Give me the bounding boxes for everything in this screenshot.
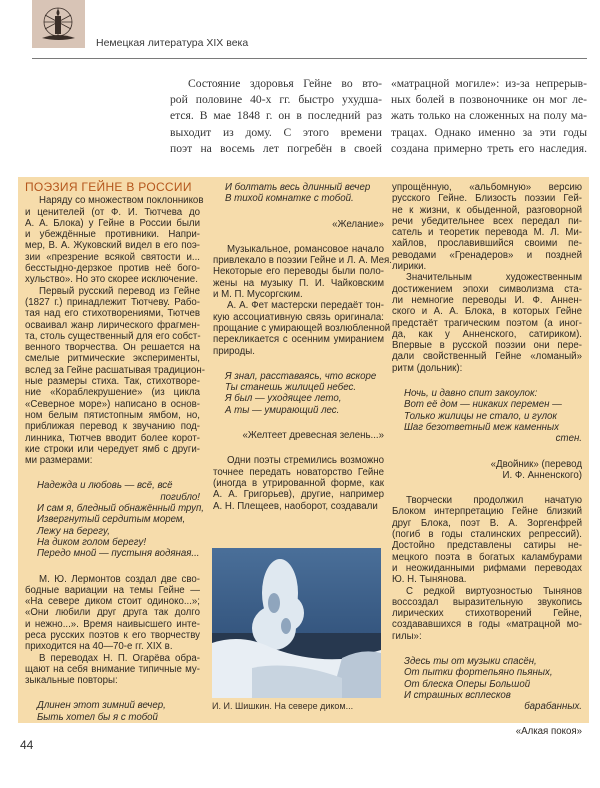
poem-excerpt [392, 433, 582, 444]
text-line: Лежу на берегу, [37, 525, 110, 537]
text-line: не к жизни, к обыденной, разговорной [392, 204, 582, 216]
text-line: И болтать весь длинный вечер [225, 182, 371, 193]
text-line: Извергнутый сердитым морем, [37, 514, 186, 526]
poem-excerpt [25, 503, 204, 560]
text-line: и ценителей (от Ф. И. Тютчева до [25, 206, 200, 218]
text-line: перекликается с осенним умиранием [213, 334, 384, 346]
text-line: кие строки или чередует ямб с други- [25, 443, 200, 455]
publisher-logo [32, 0, 85, 48]
text-line: дали свойственный Гейне «ломаный» [392, 351, 582, 363]
text-line: Длинен этот зимний вечер, [37, 700, 166, 712]
text-line: М. Ю. Лермонтов создал две сво- [39, 573, 200, 585]
text-line: Одни поэты стремились возможно [227, 455, 384, 467]
text-line: друг Блока, поэт В. А. Зоргенфрей [392, 517, 582, 529]
text-line: точнее передать новаторство Гейне [213, 466, 384, 478]
text-line: Передо мной — пустыня водяная... [37, 548, 200, 560]
text-line: и М. П. Мусоргским. [213, 289, 303, 301]
text-line: приходится на 40—70-е гг. XIX в. [25, 641, 173, 653]
poem-excerpt [392, 656, 582, 701]
text-line: (1827 г.) принадлежит Тютчеву. Рабо- [25, 296, 200, 308]
text-line: «Двойник» (перевод [490, 458, 582, 470]
text-line: сатель и теоретик перевода М. Л. Ми- [392, 227, 582, 239]
text-line: жены на музыку П. И. Чайковским [213, 277, 384, 289]
poem-excerpt [25, 492, 200, 503]
text-line: И сам я, бледный обнажённый труп, [37, 503, 204, 515]
text-line: и неожиданными рифмами переводах [392, 562, 582, 574]
text-line: хульство». Но это скорее исключение. [25, 274, 198, 286]
text-line: мер, В. А. Жуковский видел в его поэ- [25, 240, 200, 252]
text-line: И. Ф. Анненского) [502, 469, 582, 481]
text-line: привлекало в поэзии Гейне и Л. А. Мея. [213, 255, 392, 267]
text-line: А. А. Блока) у Гейне в России были [25, 217, 200, 229]
text-line: «Северное море») написано в основ- [25, 398, 200, 410]
text-line: Блоком интерпретацию Гейне близкий [392, 506, 582, 518]
text-line: бесстыдно-дерзкое против неё бого- [25, 263, 200, 275]
text-line: Я был — уходящее лето, [225, 393, 342, 405]
intro-text-line: поэт на восемь лет погребён в своей [170, 141, 382, 155]
text-line: С редкой виртуозностью Тынянов [406, 585, 582, 597]
intro-text-line: Состояние здоровья Гейне во вто- [188, 77, 382, 90]
text-line: бодные вариации на темы Гейне — [25, 584, 200, 596]
text-line: Ночь, и давно спит закоулок: [404, 388, 538, 400]
text-line: И страшных всплесков [404, 689, 511, 701]
text-line: В переводах Н. П. Огарёва обра- [39, 652, 200, 664]
text-line: На диком голом берегу! [37, 536, 147, 548]
text-line: Быть хотел бы я с тобой [37, 711, 158, 723]
text-line: (иногда в утрированной форме, как [213, 477, 384, 489]
text-line: ные размеры стиха. Так, стихотворе- [25, 376, 200, 388]
text-line: ритм (дольник): [392, 362, 463, 374]
text-line: лирических стихотворений Гейне, [392, 608, 582, 620]
text-line: «Они любили друг друга так долго [25, 607, 200, 619]
text-line: и убеждённые противники. Напри- [25, 229, 200, 241]
poem-excerpt [25, 700, 200, 723]
paragraph [213, 300, 391, 357]
text-line: реса русских поэтов к его творчеству [25, 629, 200, 641]
text-line: ние «Кораблекрушение» (из цикла [25, 387, 200, 399]
page-number: 44 [20, 738, 34, 752]
text-line: кую ассоциативную связь оригинала: [213, 311, 384, 323]
paragraph [25, 195, 204, 286]
text-line: смелые ритмические эксперименты, [25, 353, 200, 365]
text-line: Вот её дом — никаких перемен — [404, 399, 562, 411]
text-line: предстаёт трагическим поэтом (а иног- [392, 317, 582, 329]
text-line: А. А. Фет мастерски передаёт тон- [227, 300, 384, 312]
text-line: венного творчества. Он решается на [25, 342, 200, 354]
text-line: В тихой комнатке с тобой. [225, 193, 354, 205]
text-line: и нежно...». Время наивысшего инте- [25, 618, 200, 630]
text-line: А. Н. Плещеев, наоборот, создавали [213, 500, 378, 512]
text-line: создававшихся в годы «матрацной мо- [392, 619, 582, 631]
text-line: ном белым пятистопным ямбом, но, [25, 409, 200, 421]
poem-excerpt [392, 701, 582, 712]
poem-attribution [213, 219, 384, 230]
text-line: Я знал, расставаясь, что вскоре [225, 370, 377, 382]
text-line: вслед за Гейне расшатывая традицион- [25, 364, 205, 376]
text-line: прощание с умирающей возлюбленной [213, 322, 391, 334]
text-line: природы. [213, 345, 255, 357]
box-column-left [25, 180, 205, 723]
text-line: упрощённую, «альбомную» версию [392, 182, 582, 193]
text-line: Музыкальное, романсовое начало [227, 243, 384, 255]
image-caption: И. И. Шишкин. На севере диком... [212, 701, 354, 711]
text-line: та, столь существенный для его собст- [25, 330, 201, 342]
text-line: Ты станешь жилицей небес. [225, 382, 357, 394]
intro-text-line: ных болей в позвоночнике он мог ле- [391, 93, 587, 107]
text-line: А. А. Григорьев), другие, например [213, 489, 384, 501]
paragraph [25, 574, 200, 653]
text-line: тая над его стихотворениями, Тютчев [25, 308, 200, 320]
paragraph [392, 182, 582, 272]
text-line: Надежда и любовь — всё, всё [37, 480, 173, 492]
poem-attribution [392, 459, 582, 482]
paragraph [213, 455, 384, 511]
intro-text-line: выходит из дому. С этого времени [170, 125, 382, 139]
paragraph [392, 272, 582, 374]
text-line: осваивал жанр лирического фрагмен- [25, 319, 200, 331]
text-line: стен. [555, 433, 582, 445]
text-line: Значительным художественным [406, 272, 582, 284]
text-line: достижением эпохи символизма ста- [392, 283, 582, 295]
poem-excerpt [213, 182, 384, 205]
text-line: От блеска Оперы Большой [404, 678, 531, 690]
text-line: Только жилицы не стало, и гулок [404, 410, 557, 422]
intro-text-line: создана примерно треть его наследия. [391, 141, 587, 155]
text-line: Достойно представлены сатиры не- [392, 540, 582, 552]
painting-shishkin-pine [212, 548, 381, 698]
text-line: хайлов, прославившийся своими пе- [392, 238, 582, 250]
text-line: речи убедительнее всех передал пи- [392, 215, 582, 227]
intro-text-line: ется. В мае 1848 г. он в последний раз [170, 109, 382, 123]
poem-attribution [392, 726, 582, 737]
text-line: Шаг безответный меж каменных [404, 421, 559, 433]
text-line: зии «презрение всякой святости и... [25, 251, 200, 263]
text-line: Творчески продолжил начатую [406, 495, 582, 507]
text-line: От пытки фортепьяно пьяных, [404, 667, 553, 679]
text-line: ми размерами: [25, 455, 93, 467]
text-line: ли немногие переводы И. Ф. Аннен- [392, 294, 582, 306]
text-line: Первый русский перевод из Гейне [39, 285, 200, 297]
intro-column-left [170, 76, 382, 157]
intro-text-line: «матрацной могиле»: из-за непрерыв- [391, 77, 587, 90]
text-line: гилы»: [392, 630, 422, 642]
intro-text-line: рой половине 40-х гг. быстро ухудша- [170, 93, 382, 107]
text-line: приближая перевод к звучанию под- [25, 421, 200, 433]
box-title: ПОЭЗИЯ ГЕЙНЕ В РОССИИ [25, 180, 192, 194]
paragraph [392, 495, 582, 585]
text-line: погибло! [160, 491, 200, 503]
paragraph [25, 285, 205, 467]
text-line: да, как у Анненского, сатириком). [392, 328, 582, 340]
running-head: Немецкая литература XIX века [96, 37, 249, 49]
text-line: Здесь ты от музыки спасён, [404, 655, 537, 667]
intro-text-line: трацах. Однако именно за эти годы [391, 125, 587, 139]
intro-text-line: жать только на сложенных на полу ма- [391, 109, 587, 123]
text-line: лирики. [392, 261, 427, 273]
text-line: щают на себя внимание типичные му- [25, 663, 200, 675]
paragraph [392, 586, 582, 642]
intro-column-right [391, 76, 587, 157]
poem-excerpt [25, 480, 200, 491]
text-line: барабанных. [524, 701, 582, 713]
text-line: воссоздал выразительную звукопись [392, 596, 582, 608]
text-line: «На севере диком стоит одиноко...»; [25, 596, 200, 608]
text-line: (погиб в годы сталинских репрессий). [392, 529, 582, 541]
box-column-middle [213, 182, 392, 512]
header-divider [32, 58, 587, 59]
text-line: Наряду со множеством поклонников [39, 195, 204, 207]
paragraph [25, 653, 200, 687]
text-line: А ты — умирающий лес. [225, 404, 340, 416]
paragraph [213, 243, 392, 301]
text-line: «Желание» [332, 218, 384, 230]
poem-excerpt [392, 388, 582, 433]
text-line: русского Гейне. Близость поэзии Гей- [392, 193, 582, 205]
text-line: зыкальные повторы: [25, 675, 118, 687]
text-line: реводами «Гренадеров» и поздней [392, 249, 582, 261]
text-line: «Желтеет древесная зелень...» [242, 430, 384, 442]
text-line: мецкого поэта в богатых каламбурами [392, 551, 582, 563]
text-line: линника, Тютчев вводит более корот- [25, 432, 200, 444]
poem-attribution [213, 430, 384, 441]
text-line: Впервые в русской поэзии они пере- [392, 340, 582, 352]
poem-excerpt [213, 371, 384, 416]
text-line: Ю. Н. Тынянова. [392, 574, 467, 586]
text-line: Некоторые его переводы были поло- [213, 266, 384, 278]
text-line: «Алкая покоя» [515, 726, 582, 738]
text-line: ского и А. А. Блока, в которых Гейне [392, 306, 582, 318]
box-column-right [392, 182, 582, 738]
candle-emblem-icon [32, 0, 85, 48]
